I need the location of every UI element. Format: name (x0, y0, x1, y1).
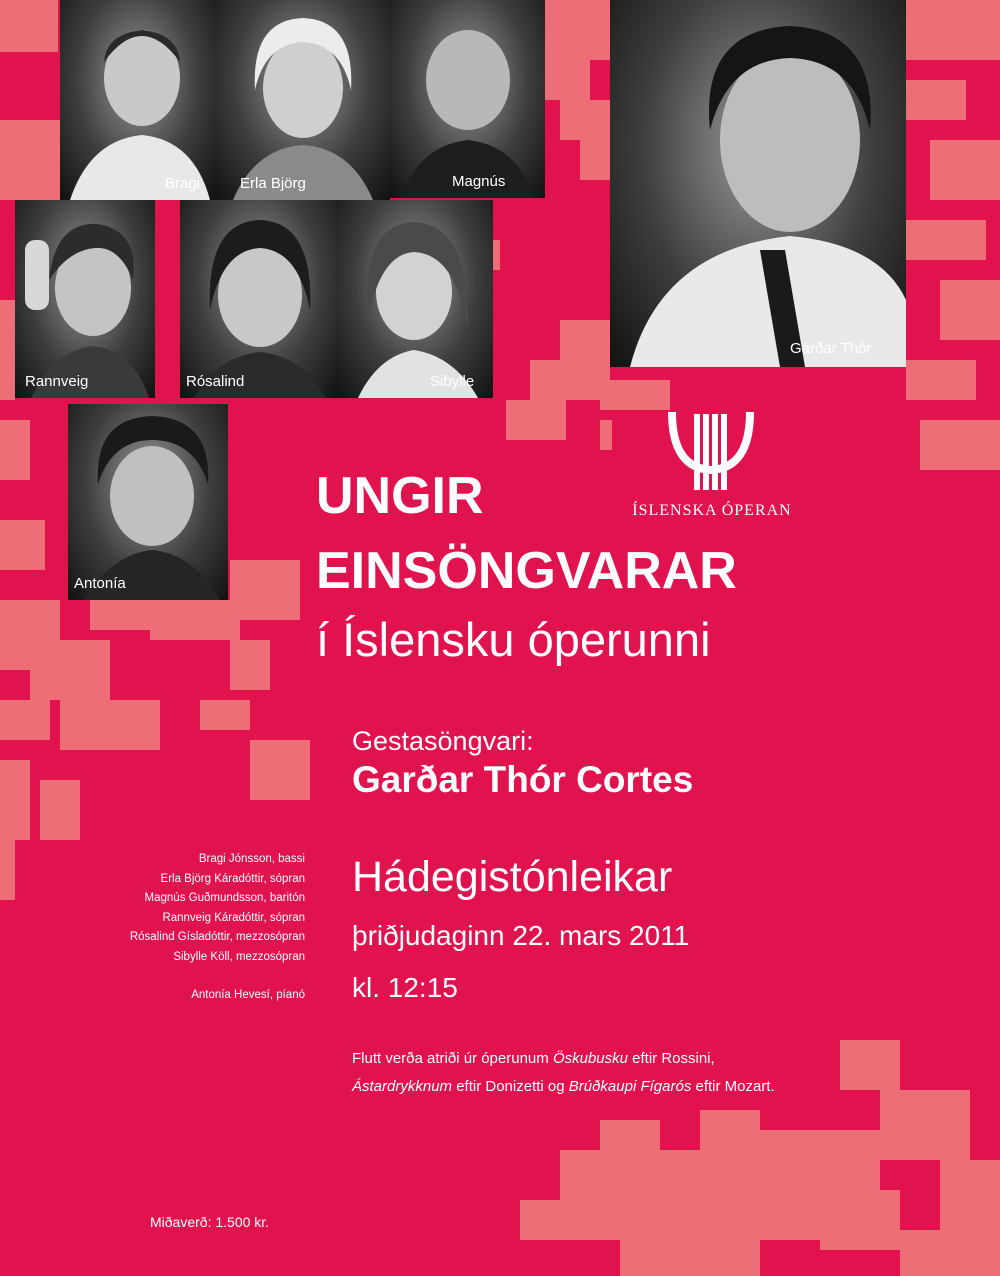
description-line-1: Flutt verða atriði úr óperunum Öskubusku eftir Rossini, (352, 1050, 715, 1067)
portrait-silhouette-icon (60, 0, 215, 200)
portrait-silhouette-icon (215, 0, 390, 200)
guest-name: Garðar Thór Cortes (352, 759, 694, 800)
decorative-block (840, 1040, 900, 1090)
portrait-silhouette-icon (390, 0, 545, 198)
decorative-block (930, 140, 1000, 200)
portrait-label: Garðar Thór (790, 340, 872, 357)
decorative-block (880, 1090, 970, 1160)
portrait-bragi (60, 0, 215, 200)
decorative-block (40, 780, 80, 840)
decorative-block (906, 80, 966, 120)
decorative-block (600, 420, 612, 450)
performer-list (130, 850, 305, 1006)
decorative-block (906, 0, 1000, 60)
opera-title: Brúðkaupi Fígarós (568, 1078, 692, 1095)
decorative-block (920, 420, 1000, 470)
description-line-2: Ástardrykknum eftir Donizetti og Brúðkaupi Fígarós eftir Mozart. (352, 1078, 775, 1095)
decorative-block (0, 420, 30, 480)
portrait-label: Magnús (452, 173, 506, 190)
program-description (352, 1045, 775, 1101)
opera-title: Ástardrykknum (352, 1078, 453, 1095)
decorative-block (906, 360, 976, 400)
decorative-block (0, 760, 30, 840)
decorative-block (506, 400, 566, 440)
portrait-antonia (68, 404, 228, 600)
decorative-block (200, 700, 250, 730)
opera-title: Öskubusku (552, 1050, 628, 1067)
portrait-erla-bjorg (215, 0, 390, 200)
decorative-block (0, 520, 45, 570)
portrait-rosalind (180, 200, 338, 398)
portrait-silhouette-icon (338, 200, 493, 398)
decorative-block (0, 300, 15, 400)
pianist-item: Antonía Hevesí, píanó (191, 989, 305, 1001)
portrait-label: Erla Björg (240, 175, 306, 192)
portrait-magnus (390, 0, 545, 198)
portrait-label: Bragi (165, 175, 201, 192)
event-name: Hádegistónleikar (352, 853, 673, 901)
decorative-block (0, 700, 50, 740)
decorative-block (60, 700, 160, 750)
portrait-silhouette-icon (610, 0, 906, 367)
decorative-block (545, 60, 590, 100)
decorative-block (620, 1240, 760, 1276)
decorative-block (900, 1230, 1000, 1276)
decorative-block (530, 360, 610, 400)
portrait-sibylle (338, 200, 493, 398)
decorative-block (520, 1200, 560, 1240)
decorative-block (600, 380, 670, 410)
decorative-block (0, 0, 58, 52)
decorative-block (0, 120, 60, 200)
portrait-silhouette-icon (15, 200, 155, 398)
portrait-label: Sibylle (430, 373, 475, 390)
decorative-block (560, 100, 610, 140)
performer-item: Bragi Jónsson, bassi (198, 853, 305, 865)
title-subtitle: í Íslensku óperunni (316, 613, 711, 666)
guest-label: Gestasöngvari: (352, 726, 534, 756)
title-line-2: EINSÖNGVARAR (316, 542, 737, 600)
opera-lyre-logo-icon (668, 410, 754, 490)
decorative-block (230, 560, 300, 620)
performer-item: Sibylle Köll, mezzosópran (173, 950, 305, 963)
performer-item: Rannveig Káradóttir, sópran (162, 911, 305, 924)
decorative-block (906, 220, 986, 260)
decorative-block (580, 140, 610, 180)
portrait-label: Antonía (74, 575, 126, 592)
decorative-block (940, 280, 1000, 340)
portrait-rannveig (15, 200, 155, 398)
decorative-block (600, 1120, 660, 1150)
title-line-1: UNGIR (316, 467, 484, 525)
decorative-block (230, 640, 270, 690)
decorative-block (0, 840, 15, 900)
opera-logo-text: ÍSLENSKA ÓPERAN (632, 502, 792, 519)
opera-logo (612, 410, 812, 525)
event-date: þriðjudaginn 22. mars 2011 (352, 920, 690, 951)
performer-item: Rósalind Gísladóttir, mezzosópran (129, 931, 305, 943)
event-time: kl. 12:15 (352, 972, 458, 1003)
performer-item: Magnús Guðmundsson, baritón (144, 892, 305, 904)
decorative-block (940, 1160, 1000, 1240)
decorative-block (760, 1130, 880, 1190)
decorative-block (30, 640, 110, 700)
decorative-block (820, 1190, 900, 1250)
portrait-label: Rósalind (186, 373, 245, 390)
portrait-silhouette-icon (68, 404, 228, 600)
decorative-block (150, 600, 240, 640)
decorative-block (250, 740, 310, 800)
decorative-block (700, 1110, 760, 1150)
decorative-block (545, 0, 610, 60)
performer-item: Erla Björg Káradóttir, sópran (160, 872, 305, 885)
portrait-gardar-thor (610, 0, 906, 367)
portrait-silhouette-icon (180, 200, 338, 398)
portrait-label: Rannveig (25, 373, 89, 390)
ticket-price: Miðaverð: 1.500 kr. (150, 1214, 270, 1230)
